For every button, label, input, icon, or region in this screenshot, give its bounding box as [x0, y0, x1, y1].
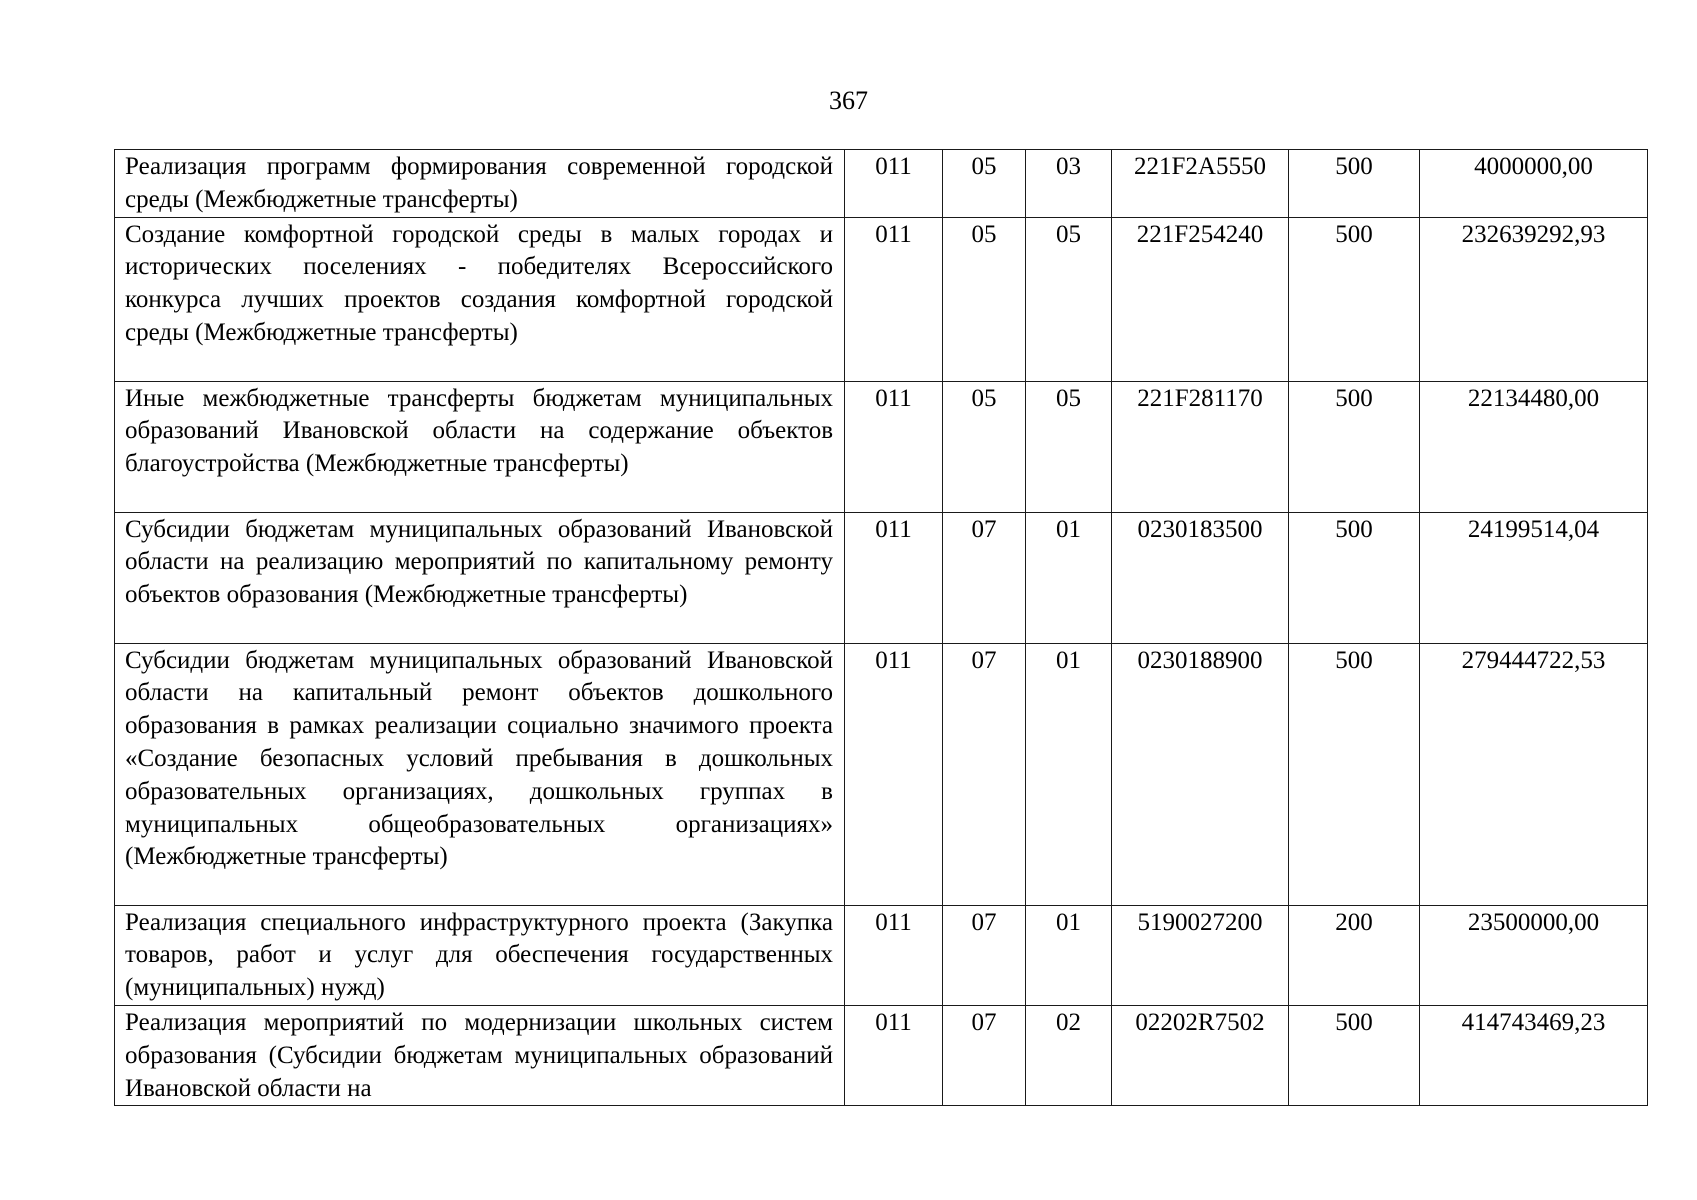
table-row [115, 905, 1648, 1005]
subsection-code: 01 [1026, 905, 1112, 1005]
section-code: 07 [943, 512, 1026, 643]
expense-type-code: 500 [1289, 643, 1420, 905]
subsection-code: 03 [1026, 150, 1112, 218]
amount: 4000000,00 [1420, 150, 1648, 218]
target-article-code: 02202R7502 [1112, 1005, 1289, 1105]
budget-table [114, 149, 1648, 1106]
section-code: 07 [943, 643, 1026, 905]
table-row [115, 1005, 1648, 1105]
row-description: Субсидии бюджетам муниципальных образований Ивановской области на реализацию мероприятий по капитальному ремонту объектов образования (Межбюджетные трансферты) [115, 512, 845, 643]
ministry-code: 011 [845, 381, 943, 512]
row-description: Создание комфортной городской среды в малых городах и исторических поселениях - победителях Всероссийского конкурса лучших проектов создания комфортной городской среды (Межбюджетные трансферты) [115, 217, 845, 381]
amount: 24199514,04 [1420, 512, 1648, 643]
expense-type-code: 500 [1289, 512, 1420, 643]
expense-type-code: 500 [1289, 1005, 1420, 1105]
subsection-code: 01 [1026, 512, 1112, 643]
table-row [115, 217, 1648, 381]
target-article-code: 0230188900 [1112, 643, 1289, 905]
ministry-code: 011 [845, 512, 943, 643]
table-row [115, 150, 1648, 218]
section-code: 05 [943, 381, 1026, 512]
target-article-code: 5190027200 [1112, 905, 1289, 1005]
amount: 22134480,00 [1420, 381, 1648, 512]
ministry-code: 011 [845, 643, 943, 905]
subsection-code: 05 [1026, 381, 1112, 512]
expense-type-code: 500 [1289, 150, 1420, 218]
page-number: 367 [829, 86, 868, 115]
ministry-code: 011 [845, 150, 943, 218]
subsection-code: 02 [1026, 1005, 1112, 1105]
target-article-code: 221F254240 [1112, 217, 1289, 381]
ministry-code: 011 [845, 1005, 943, 1105]
row-description: Реализация мероприятий по модернизации школьных систем образования (Субсидии бюджетам муниципальных образований Ивановской области на [115, 1005, 845, 1105]
table-row [115, 643, 1648, 905]
expense-type-code: 500 [1289, 381, 1420, 512]
row-description: Реализация специального инфраструктурного проекта (Закупка товаров, работ и услуг для обеспечения государственных (муниципальных) нужд) [115, 905, 845, 1005]
ministry-code: 011 [845, 217, 943, 381]
section-code: 05 [943, 217, 1026, 381]
ministry-code: 011 [845, 905, 943, 1005]
row-description: Иные межбюджетные трансферты бюджетам муниципальных образований Ивановской области на содержание объектов благоустройства (Межбюджетные трансферты) [115, 381, 845, 512]
target-article-code: 221F2A5550 [1112, 150, 1289, 218]
amount: 232639292,93 [1420, 217, 1648, 381]
target-article-code: 221F281170 [1112, 381, 1289, 512]
expense-type-code: 200 [1289, 905, 1420, 1005]
subsection-code: 01 [1026, 643, 1112, 905]
row-description: Субсидии бюджетам муниципальных образований Ивановской области на капитальный ремонт объектов дошкольного образования в рамках реализации социально значимого проекта «Создание безопасных условий пребывания в дошкольных образовательных организациях, дошкольных группах в муниципальных общеобразовательных организациях» (Межбюджетные трансферты) [115, 643, 845, 905]
target-article-code: 0230183500 [1112, 512, 1289, 643]
table-row [115, 381, 1648, 512]
row-description: Реализация программ формирования современной городской среды (Межбюджетные трансферты) [115, 150, 845, 218]
table-row [115, 512, 1648, 643]
subsection-code: 05 [1026, 217, 1112, 381]
section-code: 07 [943, 905, 1026, 1005]
amount: 414743469,23 [1420, 1005, 1648, 1105]
section-code: 05 [943, 150, 1026, 218]
amount: 279444722,53 [1420, 643, 1648, 905]
expense-type-code: 500 [1289, 217, 1420, 381]
section-code: 07 [943, 1005, 1026, 1105]
amount: 23500000,00 [1420, 905, 1648, 1005]
